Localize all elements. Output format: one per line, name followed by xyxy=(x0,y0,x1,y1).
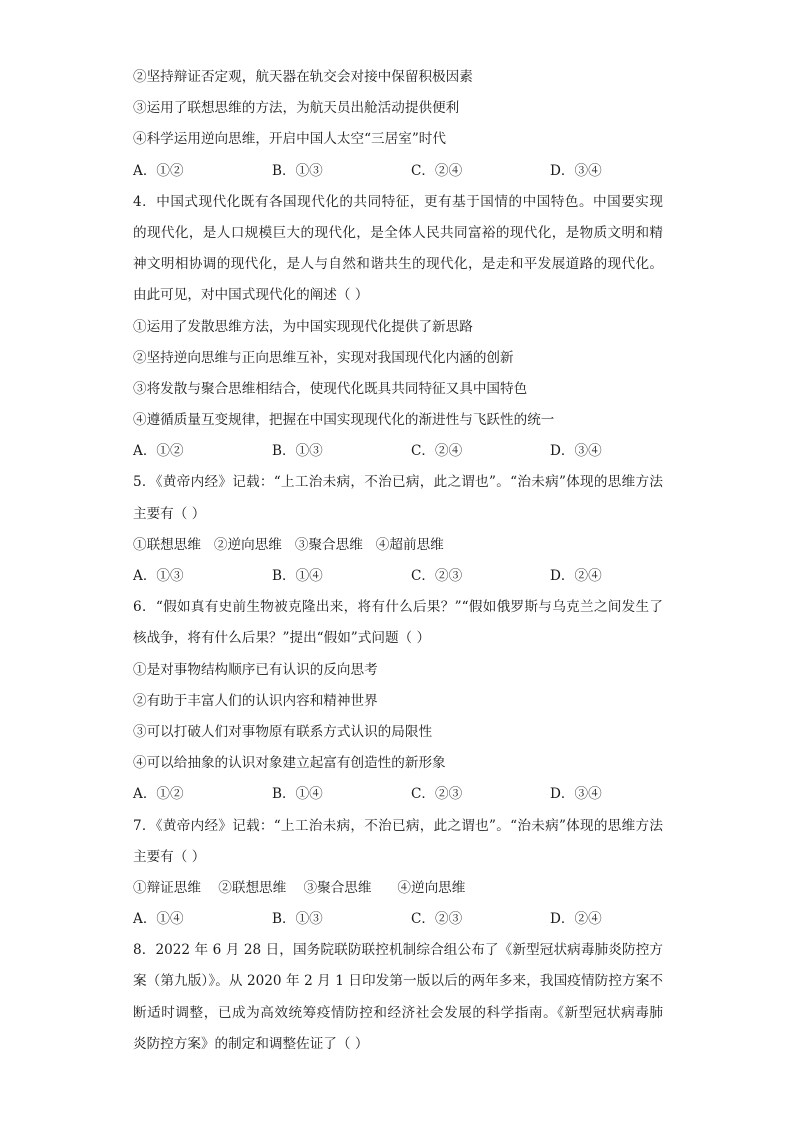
choice-c: C．②③ xyxy=(411,786,463,803)
choice-a: A．①② xyxy=(133,162,184,179)
option-2: ②坚持逆向思维与正向思维互补，实现对我国现代化内涵的创新 xyxy=(133,349,514,366)
option-4: ④科学运用逆向思维，开启中国人太空“三居室”时代 xyxy=(133,131,446,148)
choice-b: B．①④ xyxy=(272,568,323,584)
question-3-continuation xyxy=(133,62,794,187)
question-5 xyxy=(133,467,794,592)
question-stem-line: 7．《黄帝内经》记载：“上工治未病，不治已病，此之谓也”。“治未病”体现的思维方法 xyxy=(133,817,663,834)
option-4: ④遵循质量互变规律，把握在中国实现现代化的渐进性与飞跃性的统一 xyxy=(133,412,555,429)
choice-d: D．②④ xyxy=(550,568,602,584)
question-stem-line: 炎防控方案》的制定和调整佐证了（ ） xyxy=(133,1035,369,1052)
choice-d: D．③④ xyxy=(550,786,602,803)
choice-d: D．③④ xyxy=(550,162,602,179)
question-stem-line: 主要有（ ） xyxy=(133,505,206,522)
choice-b: B．①④ xyxy=(272,786,323,803)
question-stem-line: 5．《黄帝内经》记载：“上工治未病，不治已病，此之谓也”。“治未病”体现的思维方法 xyxy=(133,474,663,491)
question-stem-line: 8．2022 年 6 月 28 日，国务院联防联控机制综合组公布了《新型冠状病毒肺炎防控方 xyxy=(133,942,663,959)
question-stem-line: 的现代化，是人口规模巨大的现代化，是全体人民共同富裕的现代化，是物质文明和精 xyxy=(133,224,663,241)
question-8 xyxy=(133,935,794,1060)
question-stem-line: 案（第九版）》。从 2020 年 2 月 1 日印发第一版以后的两年多来，我国疫情防控方案不 xyxy=(133,973,663,990)
option-4: ④可以给抽象的认识对象建立起富有创造性的新形象 xyxy=(133,755,446,772)
option-2: ②坚持辩证否定观，航天器在轨交会对接中保留积极因素 xyxy=(133,69,473,85)
choice-d: D．②④ xyxy=(550,911,602,928)
question-4 xyxy=(133,187,794,468)
option-3: ③将发散与聚合思维相结合，使现代化既具共同特征又具中国特色 xyxy=(133,380,528,397)
option-1: ①运用了发散思维方法，为中国实现现代化提供了新思路 xyxy=(133,318,473,335)
choice-c: C．②④ xyxy=(411,162,463,179)
options-inline: ①辩证思维 ②联想思维 ③聚合思维 ④逆向思维 xyxy=(133,879,466,896)
choice-a: A．①③ xyxy=(133,568,184,584)
options-inline: ①联想思维 ②逆向思维 ③聚合思维 ④超前思维 xyxy=(133,536,444,553)
choice-a: A．①④ xyxy=(133,911,184,928)
question-stem-line: 神文明相协调的现代化，是人与自然和谐共生的现代化，是走和平发展道路的现代化。 xyxy=(133,256,663,273)
choice-c: C．②③ xyxy=(411,911,463,928)
answer-choices xyxy=(133,561,663,592)
option-3: ③运用了联想思维的方法，为航天员出舱活动提供便利 xyxy=(133,100,460,117)
question-stem-line: 核战争，将有什么后果？”提出“假如”式问题（ ） xyxy=(133,630,431,647)
question-stem-line: 4．中国式现代化既有各国现代化的共同特征，更有基于国情的中国特色。中国要实现 xyxy=(133,193,663,210)
choice-d: D．③④ xyxy=(550,443,602,460)
question-6 xyxy=(133,592,794,810)
option-2: ②有助于丰富人们的认识内容和精神世界 xyxy=(133,692,378,709)
choice-b: B．①③ xyxy=(272,443,323,460)
answer-choices xyxy=(133,904,663,935)
answer-choices xyxy=(133,156,663,187)
answer-choices xyxy=(133,779,663,810)
question-stem-line: 由此可见，对中国式现代化的阐述（ ） xyxy=(133,287,369,304)
choice-a: A．①② xyxy=(133,786,184,803)
choice-c: C．②③ xyxy=(411,568,463,584)
question-stem-line: 6．“假如真有史前生物被克隆出来，将有什么后果？”“假如俄罗斯与乌克兰之间发生了 xyxy=(133,599,663,616)
choice-b: B．①③ xyxy=(272,911,323,928)
answer-choices xyxy=(133,436,663,467)
option-1: ①是对事物结构顺序已有认识的反向思考 xyxy=(133,661,378,678)
question-stem-line: 主要有（ ） xyxy=(133,848,206,865)
question-stem-line: 断适时调整，已成为高效统筹疫情防控和经济社会发展的科学指南。《新型冠状病毒肺 xyxy=(133,1004,663,1021)
option-3: ③可以打破人们对事物原有联系方式认识的局限性 xyxy=(133,723,433,740)
question-7 xyxy=(133,811,794,936)
choice-c: C．②④ xyxy=(411,443,463,460)
choice-b: B．①③ xyxy=(272,162,323,179)
choice-a: A．①② xyxy=(133,443,184,460)
